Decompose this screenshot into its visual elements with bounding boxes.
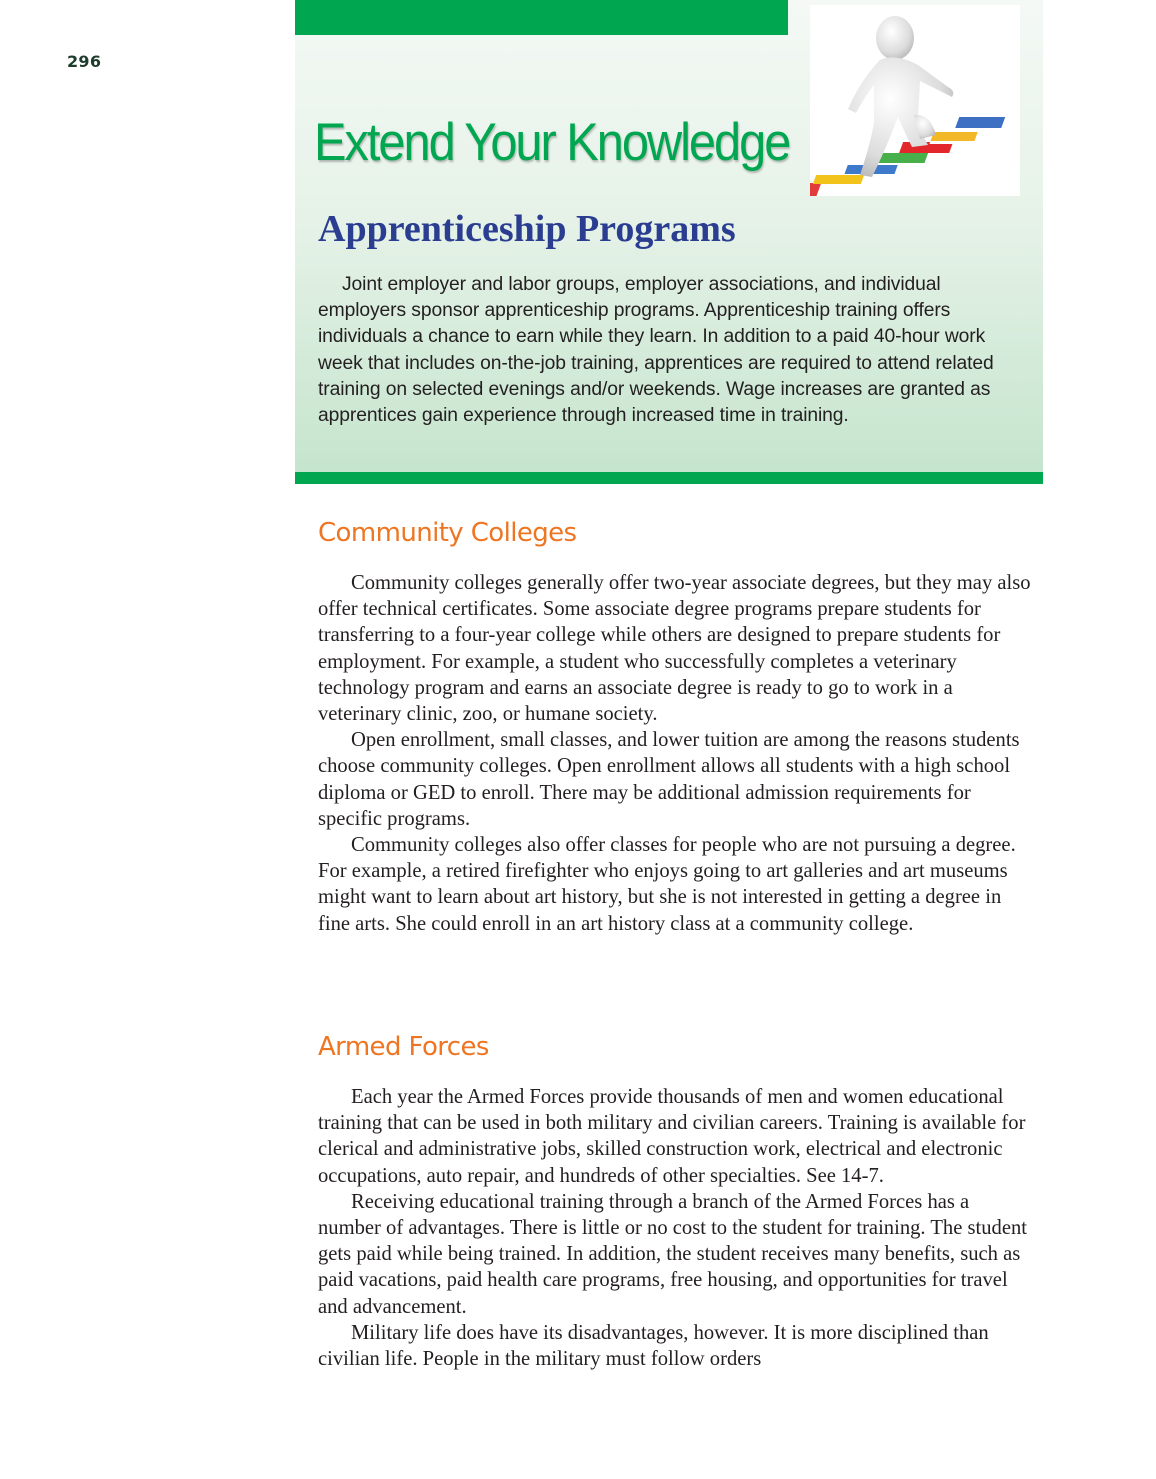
page-number: 296 — [67, 52, 102, 71]
feature-bottom-bar — [295, 472, 1043, 484]
paragraph: Military life does have its disadvantages, however. It is more disciplined than civilian life. People in the military must follow orders — [318, 1321, 989, 1371]
section-body-armed-forces — [318, 1084, 1033, 1372]
section-heading-armed-forces: Armed Forces — [318, 1032, 489, 1062]
feature-body — [318, 272, 1028, 429]
paragraph: Community colleges also offer classes for people who are not pursuing a degree. For example, a retired firefighter who enjoys going to art galleries and art museums might want to learn about art history, but she is not interested in getting a degree in fine arts. She could enroll in an art history class at a community college. — [318, 834, 1016, 935]
paragraph: Each year the Armed Forces provide thousands of men and women educational training that can be used in both military and civilian careers. Training is available for clerical and administrative jobs, skilled construction work, electrical and electronic occupations, auto repair, and hundreds of other specialties. See 14-7. — [318, 1086, 1026, 1187]
feature-top-bar — [295, 0, 788, 35]
paragraph: Receiving educational training through a branch of the Armed Forces has a number of advantages. There is little or no cost to the student for training. The student gets paid while being trained. In addition, the student receives many benefits, such as paid vacations, paid health care programs, free housing, and opportunities for travel and advancement. — [318, 1190, 1027, 1318]
feature-title: Apprenticeship Programs — [318, 208, 736, 250]
feature-label: Extend Your Knowledge — [314, 113, 790, 172]
paragraph: Community colleges generally offer two-year associate degrees, but they may also offer technical certificates. Some associate degree programs prepare students for transferring to a four-year college while others are designed to prepare students for employment. For example, a student who successfully completes a veterinary technology program and earns an associate degree is ready to go to work in a veterinary clinic, zoo, or humane society. — [318, 572, 1031, 726]
section-heading-community-colleges: Community Colleges — [318, 518, 577, 548]
paragraph: Open enrollment, small classes, and lower tuition are among the reasons students choose community colleges. Open enrollment allows all students with a high school diploma or GED to enroll. There may be additional admission requirements for specific programs. — [318, 729, 1020, 830]
extend-your-knowledge-box — [295, 0, 1043, 484]
person-climbing-books-icon — [810, 5, 1020, 196]
feature-body-text: Joint employer and labor groups, employer associations, and individual employers sponsor apprenticeship programs. Apprenticeship training offers individuals a chance to earn while they learn. In addition to a paid 40-hour work week that includes on-the-job training, apprentices are required to attend related training on selected evenings and/or weekends. Wage increases are granted as apprentices gain experience through increased time in training. — [318, 274, 994, 427]
section-body-community-colleges — [318, 570, 1033, 937]
